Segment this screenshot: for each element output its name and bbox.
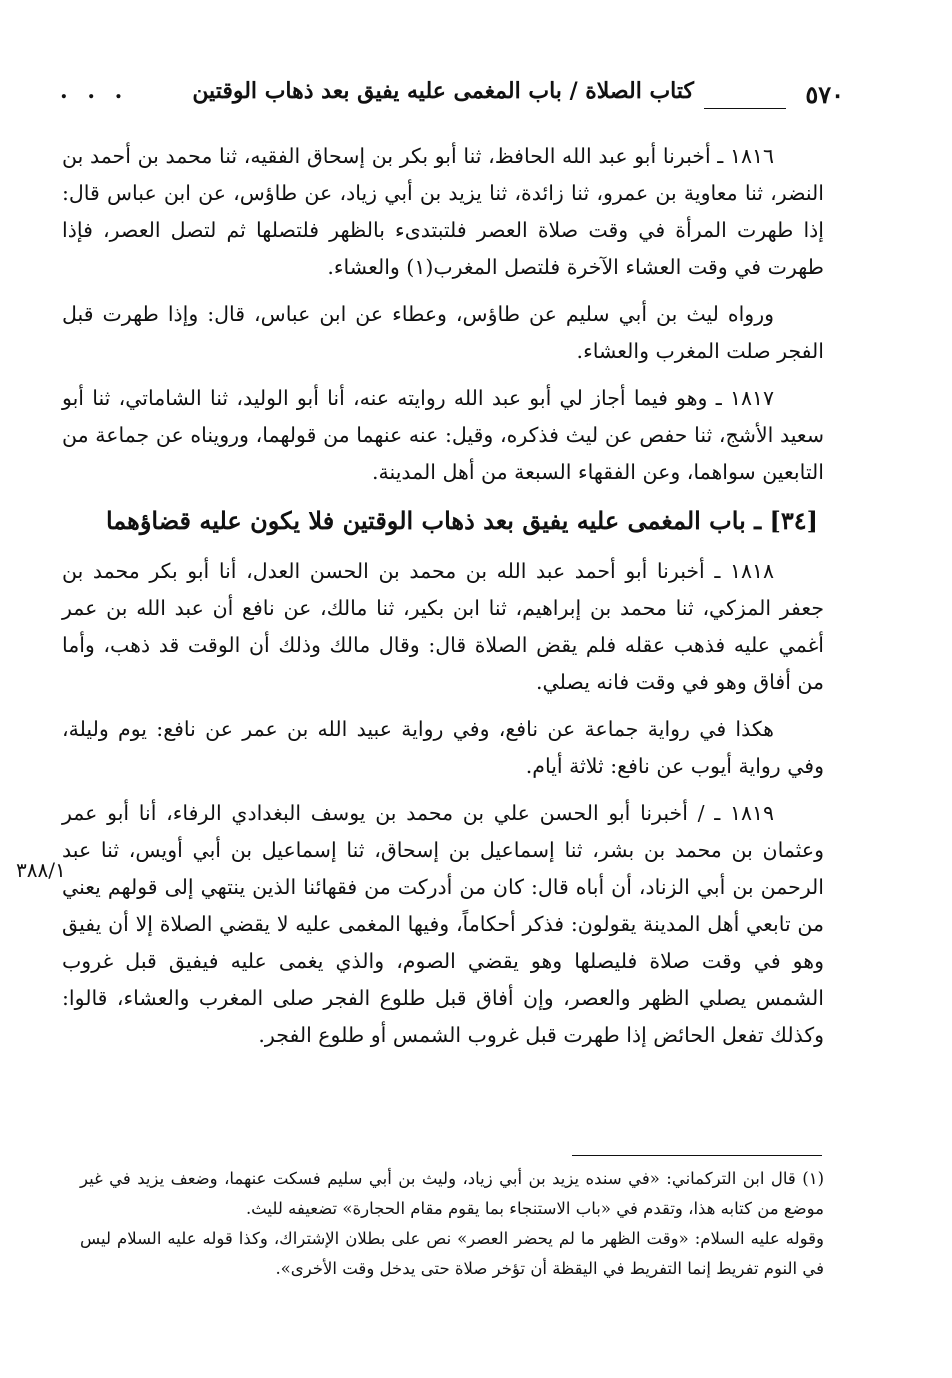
header-rule [704, 108, 786, 109]
page-header [60, 78, 844, 116]
paragraph-layth: ورواه ليث بن أبي سليم عن طاؤس، وعطاء عن ابن عباس، قال: وإذا طهرت قبل الفجر صلت المغرب والعشاء. [62, 302, 824, 363]
paragraph-1819: ١٨١٩ ـ / أخبرنا أبو الحسن علي بن محمد بن يوسف البغدادي الرفاء، أنا أبو عمر وعثمان بن محمد بن بشر، ثنا إسماعيل بن إسحاق، ثنا إسماعيل بن أبي أويس، ثنا عبد الرحمن بن أبي الزناد، أن أباه قال: كان من أدركت من فقهائنا الذين ينتهي إلى قولهم يعني من تابعي أهل المدينة يقولون: فذكر أحكاماً، وفيها المغمى عليه لا يقضي الصلاة إلا أن يفيق وهو في وقت صلاة فليصلها وهو يقضي الصوم، والذي يغمى عليه فيفيق قبل غروب الشمس يصلي الظهر والعصر، وإن أفاق قبل طلوع الفجر صلى المغرب والعشاء، قالوا: وكذلك تفعل الحائض إذا طهرت قبل غروب الشمس أو طلوع الفجر. [62, 801, 824, 1047]
header-ellipsis: . . . [60, 78, 129, 104]
marginal-reference: ٣٨٨/١ [16, 858, 66, 882]
running-title: كتاب الصلاة / باب المغمى عليه يفيق بعد ذهاب الوقتين [192, 78, 694, 104]
paragraph-1817: ١٨١٧ ـ وهو فيما أجاز لي أبو عبد الله روايته عنه، أنا أبو الوليد، ثنا الشاماتي، ثنا أبو سعيد الأشج، ثنا حفص عن ليث فذكره، وقيل: عنه عنهما من قولهما، ورويناه عن جماعة من التابعين سواهما، وعن الفقهاء السبعة من أهل المدينة. [62, 386, 824, 484]
section-heading: [٣٤] ـ باب المغمى عليه يفيق بعد ذهاب الوقتين فلا يكون عليه قضاؤهما [105, 506, 818, 535]
paragraph-1818: ١٨١٨ ـ أخبرنا أبو أحمد عبد الله بن محمد بن الحسن العدل، أنا أبو بكر محمد بن جعفر المزكي، ثنا محمد بن إبراهيم، ثنا ابن بكير، ثنا مالك، عن نافع أن عبد الله بن عمر أغمي عليه فذهب عقله فلم يقض الصلاة قال: وقال مالك وذلك أن الوقت قد ذهب، وأما من أفاق وهو في وقت فانه يصلي. [62, 559, 824, 694]
footnote-1-continued: وقوله عليه السلام: «وقت الظهر ما لم يحضر العصر» نص على بطلان الإشتراك، وكذا قوله عليه السلام ليس في النوم تفريط إنما التفريط في اليقظة أن تؤخر صلاة حتى يدخل وقت الأخرى». [80, 1229, 824, 1278]
footnote-1: (١) قال ابن التركماني: «في سنده يزيد بن أبي زياد، وليث بن أبي سليم فسكت عنهما، وضعف يزيد في غير موضع من كتابه هذا، وتقدم في «باب الاستنجاء بما يقوم مقام الحجارة» تضعيفه لليث. [80, 1169, 824, 1218]
paragraph-nafi: هكذا في رواية جماعة عن نافع، وفي رواية عبيد الله بن عمر عن نافع: يوم وليلة، وفي رواية أيوب عن نافع: ثلاثة أيام. [62, 717, 824, 778]
page-number: ٥٧٠ [805, 80, 844, 109]
footnotes [80, 1164, 824, 1284]
paragraph-1816: ١٨١٦ ـ أخبرنا أبو عبد الله الحافظ، ثنا أبو بكر بن إسحاق الفقيه، ثنا محمد بن أحمد بن النضر، ثنا معاوية بن عمرو، ثنا زائدة، ثنا يزيد بن أبي زياد، عن طاؤس، عن ابن عباس قال: إذا طهرت المرأة في وقت صلاة العصر فلتبتدىء بالظهر فلتصلها ثم لتصل العصر، فإذا طهرت في وقت العشاء الآخرة فلتصل المغرب(١) والعشاء. [62, 144, 824, 279]
main-text [62, 138, 824, 1064]
footnote-rule [572, 1155, 822, 1156]
